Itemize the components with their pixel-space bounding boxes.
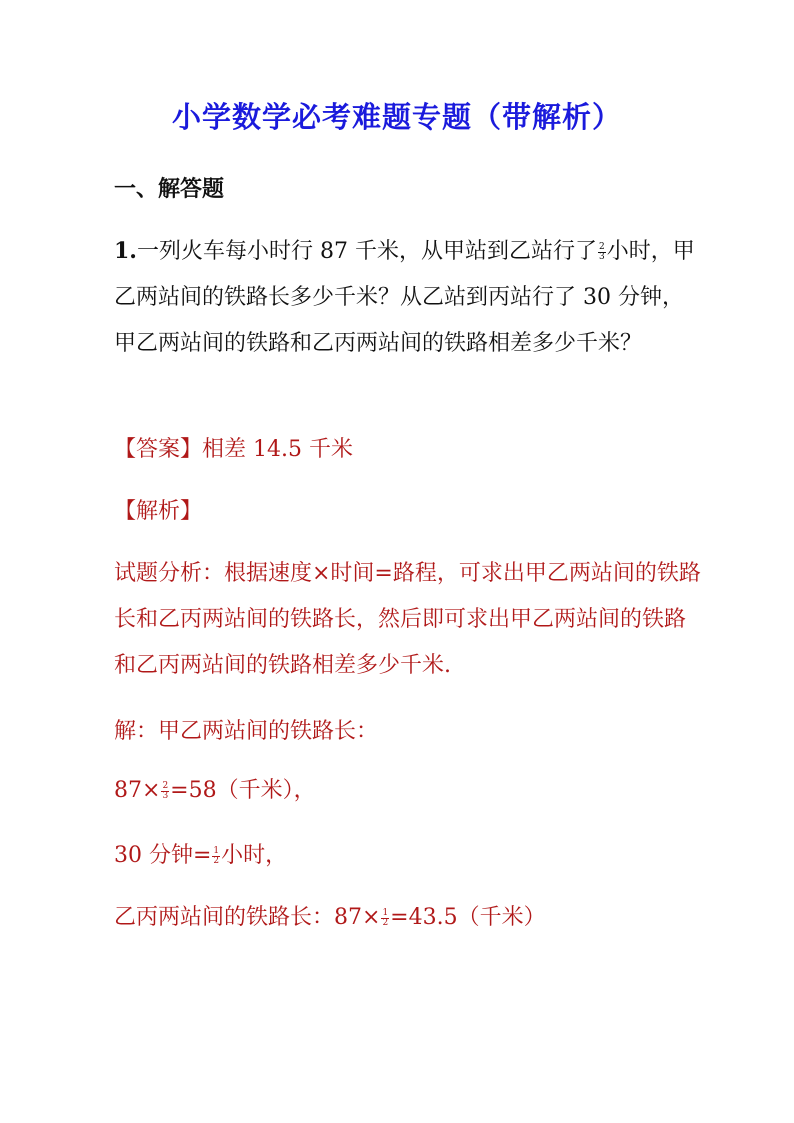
fraction-denominator: 3 [162, 790, 169, 801]
fraction-numerator: 2 [162, 780, 169, 791]
solution-line-2 [114, 773, 316, 804]
fraction-numerator: 1 [382, 907, 389, 918]
question-1 [114, 228, 704, 367]
solution-line-2-a: 87× [114, 778, 161, 803]
question-text-b: 小时，甲乙两站间的铁路长多少千米？从乙站到丙站行了 30 分钟，甲乙两站间的铁路和乙丙两站间的铁路相差多少千米？ [114, 239, 695, 356]
answer-text: 相差 14.5 千米 [202, 437, 353, 462]
solution-line-3-b: 小时， [221, 843, 288, 868]
section-heading: 一、解答题 [114, 176, 225, 202]
solution-line-4 [114, 900, 546, 931]
solution-line-4-a: 乙丙两站间的铁路长：87× [114, 905, 381, 930]
fraction-denominator: 2 [213, 855, 220, 866]
page-title: 小学数学必考难题专题（带解析） [171, 100, 622, 134]
solution-line-3 [114, 838, 287, 869]
analysis-text: 试题分析：根据速度×时间=路程，可求出甲乙两站间的铁路长和乙丙两站间的铁路长，然后即可求出甲乙两站间的铁路和乙丙两站间的铁路相差多少千米. [114, 561, 701, 678]
fraction-two-thirds [598, 243, 606, 262]
analysis-heading: 【解析】 [114, 499, 203, 524]
fraction-numerator: 2 [598, 241, 605, 252]
answer-label: 【答案】 [114, 437, 203, 462]
answer-line [114, 432, 353, 463]
fraction-numerator: 1 [213, 845, 220, 856]
fraction-one-half [381, 909, 389, 928]
fraction-denominator: 2 [382, 917, 389, 928]
fraction-one-half [212, 847, 220, 866]
solution-line-4-b: =43.5（千米） [390, 905, 546, 930]
question-number: 1. [114, 238, 137, 264]
solution-line-3-a: 30 分钟= [114, 843, 212, 868]
fraction-two-thirds [161, 782, 169, 801]
solution-line-1: 解：甲乙两站间的铁路长： [114, 719, 379, 744]
solution-line-2-b: =58（千米）， [170, 778, 316, 803]
question-text-a: 一列火车每小时行 87 千米，从甲站到乙站行了 [136, 239, 597, 264]
fraction-denominator: 3 [598, 251, 605, 262]
